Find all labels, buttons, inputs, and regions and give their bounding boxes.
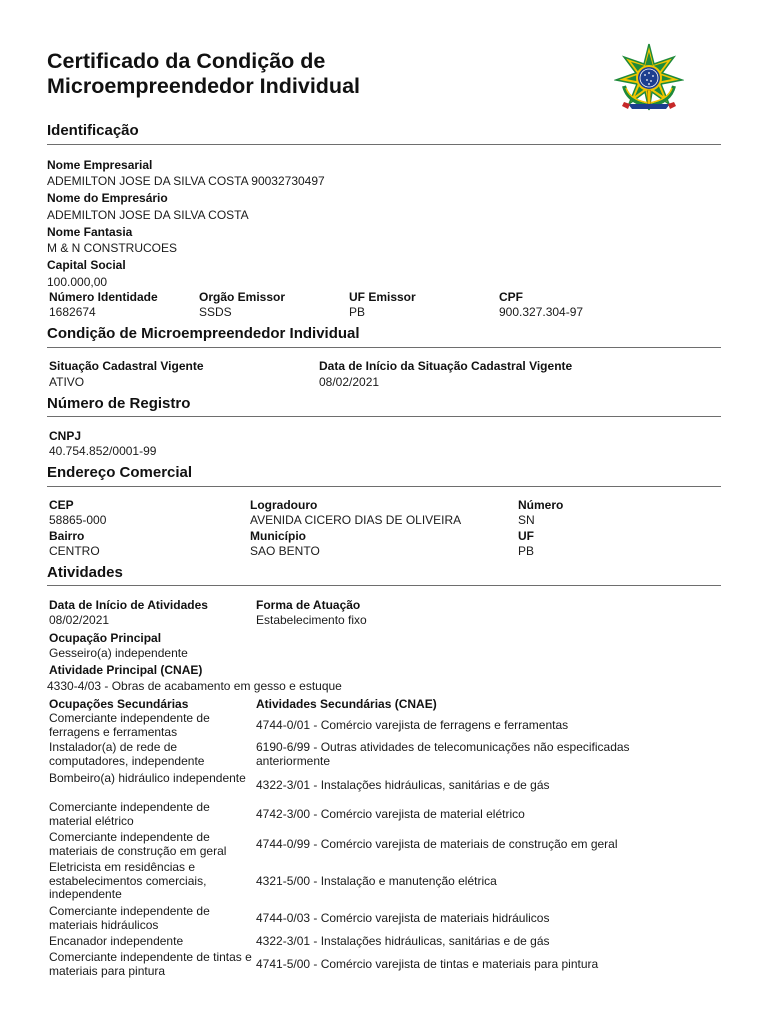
atividade-secundaria: 4741-5/00 - Comércio varejista de tintas e materiais para pintura (256, 957, 599, 971)
ocupacao-secundaria: Comerciante independente de tintas e materiais para pintura (49, 950, 252, 978)
nome-empresarial-value: ADEMILTON JOSE DA SILVA COSTA 90032730497 (47, 174, 325, 188)
numero-label: Número (518, 498, 564, 512)
forma-atuacao-value: Estabelecimento fixo (256, 613, 367, 627)
title-line-2: Microempreendedor Individual (47, 74, 360, 98)
page-title (47, 49, 567, 99)
atividade-principal-value: 4330-4/03 - Obras de acabamento em gesso e estuque (47, 679, 342, 693)
atividade-secundaria: 4744-0/03 - Comércio varejista de materiais hidráulicos (256, 911, 550, 925)
section-divider (47, 144, 721, 145)
municipio-value: SAO BENTO (250, 544, 320, 558)
logradouro-value: AVENIDA CICERO DIAS DE OLIVEIRA (250, 513, 462, 527)
data-inicio-atividades-label: Data de Início de Atividades (49, 598, 208, 612)
section-divider (47, 416, 721, 417)
atividade-principal-label: Atividade Principal (CNAE) (49, 663, 203, 677)
numero-identidade-value: 1682674 (49, 305, 96, 319)
municipio-label: Município (250, 529, 306, 543)
capital-social-value: 100.000,00 (47, 275, 108, 289)
ocupacao-principal-label: Ocupação Principal (49, 631, 162, 645)
data-inicio-situacao-value: 08/02/2021 (319, 375, 380, 389)
numero-identidade-label: Número Identidade (49, 290, 158, 304)
cep-label: CEP (49, 498, 74, 512)
uf-emissor-value: PB (349, 305, 366, 319)
ocupacao-principal-value: Gesseiro(a) independente (49, 646, 188, 660)
uf-label: UF (518, 529, 534, 543)
atividade-secundaria: 4322-3/01 - Instalações hidráulicas, sanitárias e de gás (256, 934, 550, 948)
data-inicio-atividades-value: 08/02/2021 (49, 613, 110, 627)
section-title-endereco: Endereço Comercial (47, 464, 193, 481)
nome-empresarial-label: Nome Empresarial (47, 158, 153, 172)
atividades-secundarias-label: Atividades Secundárias (CNAE) (256, 697, 437, 711)
logradouro-label: Logradouro (250, 498, 318, 512)
numero-value: SN (518, 513, 535, 527)
nome-fantasia-label: Nome Fantasia (47, 225, 133, 239)
ocupacao-secundaria: Bombeiro(a) hidráulico independente (49, 771, 246, 785)
section-title-registro: Número de Registro (47, 395, 191, 412)
section-divider (47, 585, 721, 586)
ocupacao-secundaria: Instalador(a) de rede de computadores, independente (49, 740, 205, 768)
title-line-1: Certificado da Condição de (47, 49, 326, 73)
nome-empresario-value: ADEMILTON JOSE DA SILVA COSTA (47, 208, 249, 222)
ocupacao-secundaria: Comerciante independente de materiais hidráulicos (49, 904, 210, 932)
ocupacoes-secundarias-label: Ocupações Secundárias (49, 697, 189, 711)
atividade-secundaria: 4321-5/00 - Instalação e manutenção elétrica (256, 874, 497, 888)
ocupacao-secundaria: Comerciante independente de materiais de construção em geral (49, 830, 227, 858)
atividade-secundaria: 4744-0/01 - Comércio varejista de ferragens e ferramentas (256, 718, 569, 732)
bairro-value: CENTRO (49, 544, 100, 558)
cnpj-label: CNPJ (49, 429, 82, 443)
ocupacao-secundaria: Eletricista em residências e estabelecimentos comerciais, independente (49, 860, 207, 901)
ocupacao-secundaria: Comerciante independente de material elétrico (49, 800, 210, 828)
section-title-identificacao: Identificação (47, 122, 139, 139)
section-divider (47, 347, 721, 348)
cnpj-value: 40.754.852/0001-99 (49, 444, 157, 458)
atividade-secundaria: 4742-3/00 - Comércio varejista de material elétrico (256, 807, 525, 821)
cpf-value: 900.327.304-97 (499, 305, 584, 319)
cpf-label: CPF (499, 290, 523, 304)
situacao-cadastral-label: Situação Cadastral Vigente (49, 359, 204, 373)
data-inicio-situacao-label: Data de Início da Situação Cadastral Vigente (319, 359, 573, 373)
atividade-secundaria: 4322-3/01 - Instalações hidráulicas, sanitárias e de gás (256, 778, 550, 792)
nome-empresario-label: Nome do Empresário (47, 191, 168, 205)
situacao-cadastral-value: ATIVO (49, 375, 85, 389)
forma-atuacao-label: Forma de Atuação (256, 598, 361, 612)
nome-fantasia-value: M & N CONSTRUCOES (47, 241, 178, 255)
atividade-secundaria: 4744-0/99 - Comércio varejista de materiais de construção em geral (256, 837, 618, 851)
orgao-emissor-label: Orgão Emissor (199, 290, 286, 304)
section-divider (47, 486, 721, 487)
section-title-condicao: Condição de Microempreendedor Individual (47, 325, 360, 342)
capital-social-label: Capital Social (47, 258, 126, 272)
section-title-atividades: Atividades (47, 564, 123, 581)
uf-emissor-label: UF Emissor (349, 290, 416, 304)
cep-value: 58865-000 (49, 513, 107, 527)
bairro-label: Bairro (49, 529, 85, 543)
atividade-secundaria: 6190-6/99 - Outras atividades de telecomunicações não especificadas anteriormente (256, 740, 630, 768)
brazil-coat-of-arms-icon (614, 42, 684, 112)
uf-value: PB (518, 544, 535, 558)
ocupacao-secundaria: Encanador independente (49, 934, 184, 948)
orgao-emissor-value: SSDS (199, 305, 232, 319)
ocupacao-secundaria: Comerciante independente de ferragens e ferramentas (49, 711, 210, 739)
